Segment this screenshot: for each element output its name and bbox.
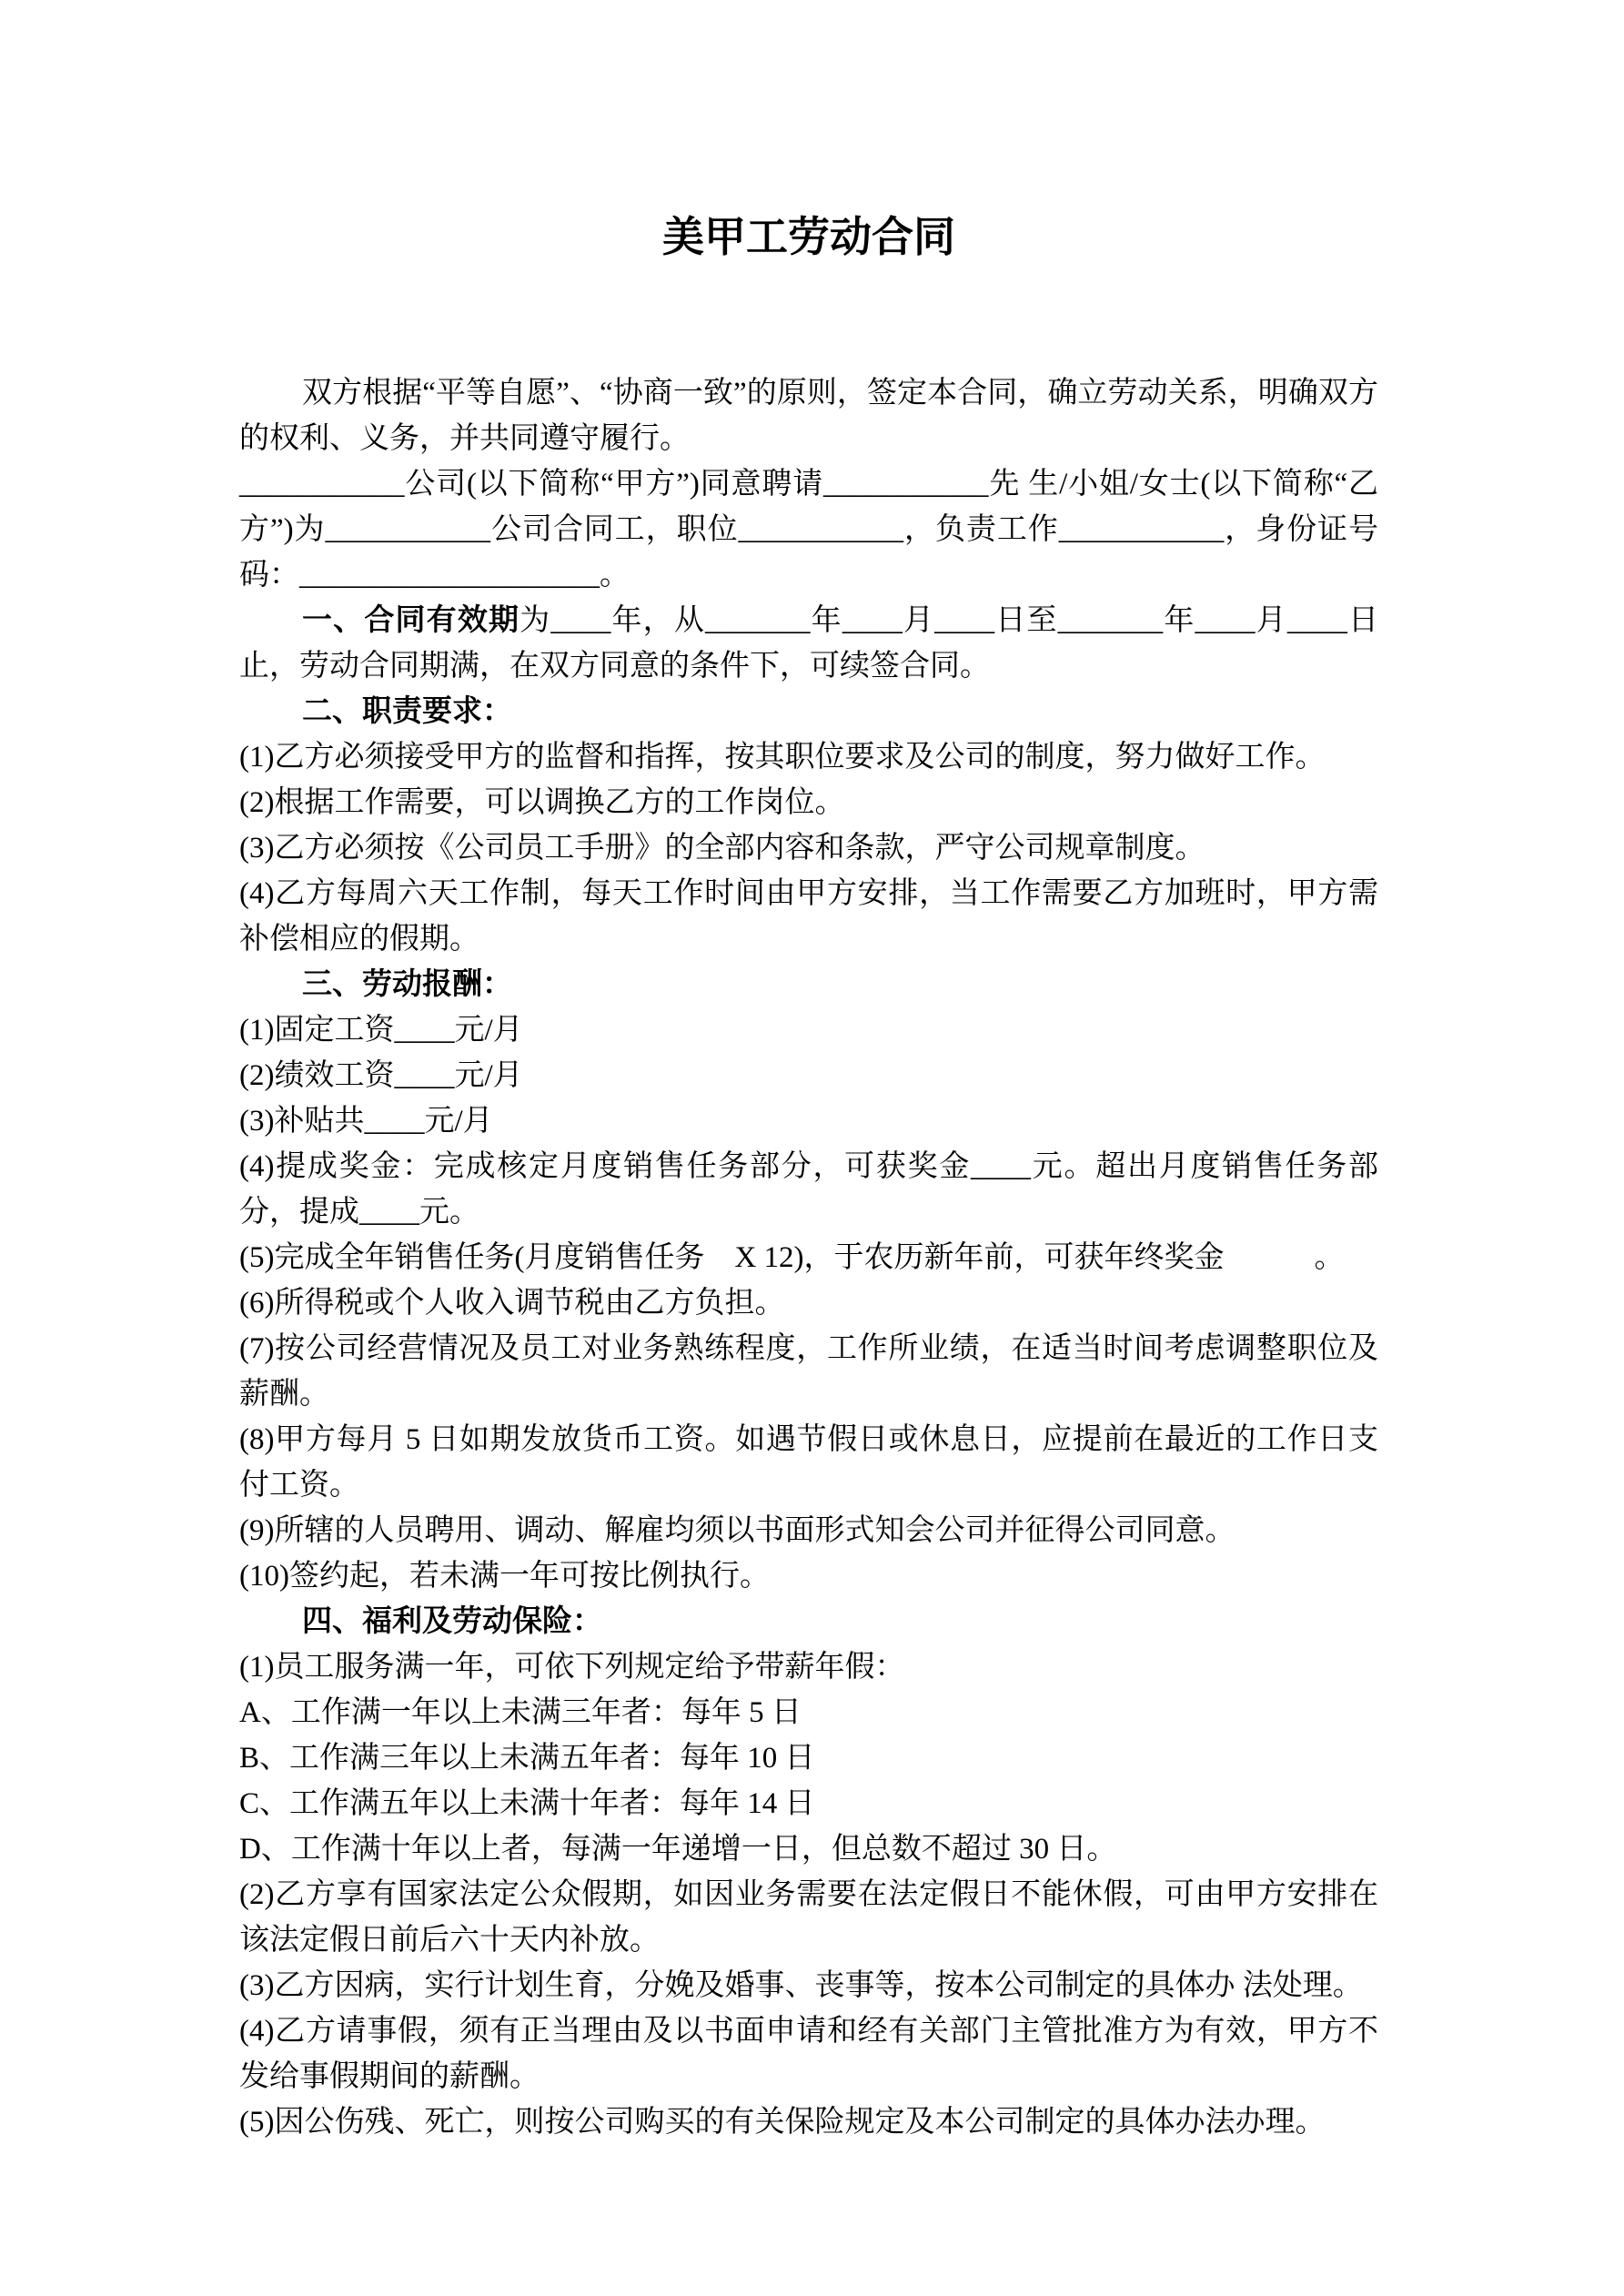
paragraph — [239, 2099, 1378, 2145]
paragraph — [239, 1007, 1378, 1053]
paragraph — [239, 780, 1378, 825]
paragraph — [239, 1599, 1378, 1644]
paragraph — [239, 1963, 1378, 2008]
paragraph-text: (2)根据工作需要，可以调换乙方的工作岗位。 — [239, 786, 845, 819]
paragraph-text: (3)乙方因病，实行计划生育，分娩及婚事、丧事等，按本公司制定的具体办 法处理。 — [239, 1969, 1363, 2002]
paragraph-text: (1)固定工资____元/月 — [239, 1014, 523, 1047]
paragraph-heading-text: 一、合同有效期 — [302, 604, 520, 637]
paragraph — [239, 1417, 1378, 1508]
paragraph — [239, 1280, 1378, 1326]
paragraph-text: 双方根据“平等自愿”、“协商一致”的原则，签定本合同，确立劳动关系，明确双方的权利、义务，并共同遵守履行。 — [239, 377, 1378, 455]
paragraph-text: (2)乙方享有国家法定公众假期，如因业务需要在法定假日不能休假，可由甲方安排在该法定假日前后六十天内补放。 — [239, 1878, 1378, 1957]
paragraph — [239, 461, 1378, 598]
paragraph-text: (10)签约起，若未满一年可按比例执行。 — [239, 1560, 770, 1593]
paragraph-text: D、工作满十年以上者，每满一年递增一日，但总数不超过 30 日。 — [239, 1833, 1117, 1866]
document-title: 美甲工劳动合同 — [662, 214, 955, 260]
paragraph-text: (5)因公伤残、死亡，则按公司购买的有关保险规定及本公司制定的具体办法办理。 — [239, 2106, 1326, 2139]
paragraph — [239, 1326, 1378, 1417]
paragraph — [239, 1781, 1378, 1826]
paragraph — [239, 370, 1378, 461]
document-body — [239, 370, 1378, 2145]
paragraph — [239, 1735, 1378, 1781]
paragraph-text: (7)按公司经营情况及员工对业务熟练程度，工作所业绩，在适当时间考虑调整职位及薪酬。 — [239, 1332, 1378, 1411]
paragraph-text: (5)完成全年销售任务(月度销售任务 X 12)，于农历新年前，可获年终奖金 。 — [239, 1241, 1345, 1274]
paragraph-text: (1)乙方必须接受甲方的监督和指挥，按其职位要求及公司的制度，努力做好工作。 — [239, 741, 1326, 774]
paragraph — [239, 1872, 1378, 1963]
paragraph — [239, 1826, 1378, 1872]
paragraph — [239, 1508, 1378, 1553]
paragraph — [239, 1098, 1378, 1144]
paragraph — [239, 871, 1378, 962]
paragraph — [239, 1690, 1378, 1735]
document-content — [239, 212, 1378, 2145]
paragraph-heading-text: 三、劳动报酬： — [302, 968, 512, 1001]
paragraph — [239, 1144, 1378, 1235]
paragraph-text: (3)乙方必须按《公司员工手册》的全部内容和条款，严守公司规章制度。 — [239, 832, 1205, 865]
paragraph-text: (4)乙方请事假，须有正当理由及以书面申请和经有关部门主管批准方为有效，甲方不发给事假期间的薪酬。 — [239, 2015, 1378, 2093]
paragraph — [239, 1553, 1378, 1599]
paragraph-text: C、工作满五年以上未满十年者：每年 14 日 — [239, 1787, 815, 1820]
paragraph — [239, 962, 1378, 1007]
paragraph — [239, 825, 1378, 871]
paragraph-text: (8)甲方每月 5 日如期发放货币工资。如遇节假日或休息日，应提前在最近的工作日支付工资。 — [239, 1423, 1378, 1502]
paragraph-text: (4)提成奖金：完成核定月度销售任务部分，可获奖金____元。超出月度销售任务部分，提成____元。 — [239, 1150, 1378, 1229]
paragraph — [239, 1644, 1378, 1690]
paragraph-text: (1)员工服务满一年，可依下列规定给予带薪年假： — [239, 1651, 905, 1684]
paragraph-text: A、工作满一年以上未满三年者：每年 5 日 — [239, 1696, 802, 1729]
paragraph-heading-text: 四、福利及劳动保险： — [302, 1605, 602, 1638]
paragraph — [239, 2008, 1378, 2099]
paragraph-text: (2)绩效工资____元/月 — [239, 1059, 523, 1092]
paragraph-text: (4)乙方每周六天工作制，每天工作时间由甲方安排，当工作需要乙方加班时，甲方需补偿相应的假期。 — [239, 877, 1378, 956]
paragraph-text: 为____年，从_______年____月____日至_______年____月____日止，劳动合同期满，在双方同意的条件下，可续签合同。 — [239, 604, 1379, 683]
paragraph-heading-text: 二、职责要求： — [302, 695, 512, 728]
paragraph — [239, 1235, 1378, 1280]
paragraph — [239, 1053, 1378, 1098]
paragraph — [239, 689, 1378, 734]
paragraph-text: (3)补贴共____元/月 — [239, 1105, 493, 1138]
paragraph-text: (9)所辖的人员聘用、调动、解雇均须以书面形式知会公司并征得公司同意。 — [239, 1514, 1236, 1547]
paragraph-text: ___________公司(以下简称“甲方”)同意聘请___________先 生/小姐/女士(以下简称“乙方”)为___________公司合同工，职位___________，负责工作___________，身份证号码：____________________。 — [239, 468, 1378, 592]
paragraph-text: (6)所得税或个人收入调节税由乙方负担。 — [239, 1287, 785, 1320]
paragraph — [239, 598, 1378, 689]
paragraph — [239, 734, 1378, 780]
paragraph-text: B、工作满三年以上未满五年者：每年 10 日 — [239, 1742, 815, 1775]
